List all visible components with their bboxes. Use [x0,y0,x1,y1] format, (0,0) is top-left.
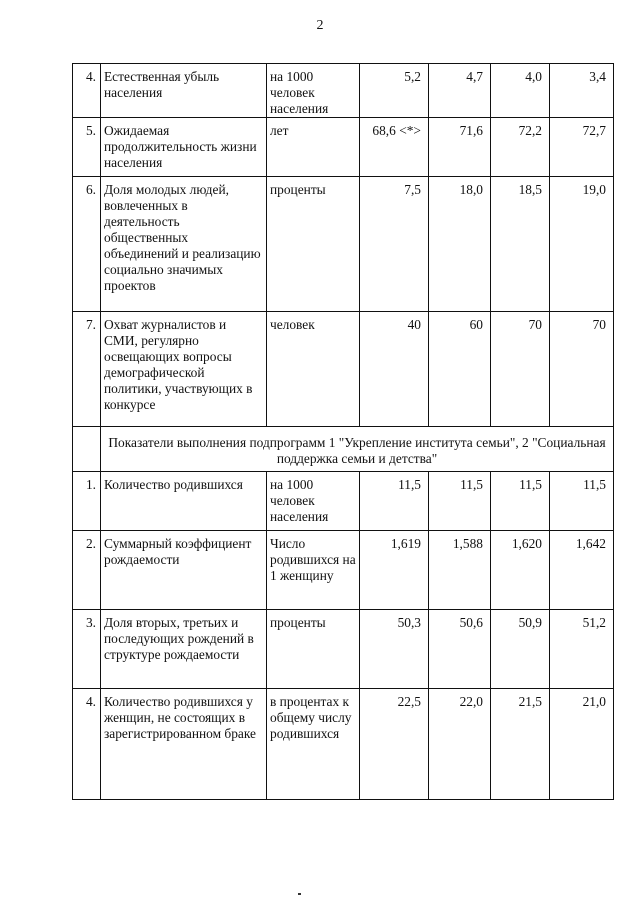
table-row [73,472,614,531]
value-cell: 7,5 [360,177,429,312]
unit-cell: лет [267,118,360,177]
indicator-name: Ожидаемая продолжительность жизни населения [101,118,267,177]
value-cell: 18,5 [491,177,550,312]
unit-cell: человек [267,312,360,427]
empty-cell [73,427,101,472]
indicator-name: Естественная убыль населения [101,64,267,118]
value-cell: 19,0 [550,177,614,312]
row-number: 4. [73,64,101,118]
unit-cell: Число родившихся на 1 женщину [267,531,360,610]
indicator-name: Количество родившихся у женщин, не состоящих в зарегистрированном браке [101,689,267,800]
section-title: Показатели выполнения подпрограмм 1 "Укрепление института семьи", 2 "Социальная поддержка семьи и детства" [101,427,614,472]
scan-mark [298,893,301,895]
value-cell: 72,7 [550,118,614,177]
value-cell: 50,3 [360,610,429,689]
table-row [73,118,614,177]
value-cell: 11,5 [491,472,550,531]
value-cell: 51,2 [550,610,614,689]
value-cell: 11,5 [429,472,491,531]
value-cell: 1,620 [491,531,550,610]
indicator-name: Доля вторых, третьих и последующих рождений в структуре рождаемости [101,610,267,689]
value-cell: 70 [550,312,614,427]
indicator-name: Доля молодых людей, вовлеченных в деятельность общественных объединений и реализацию социально значимых проектов [101,177,267,312]
value-cell: 1,619 [360,531,429,610]
unit-cell: проценты [267,177,360,312]
value-cell: 50,9 [491,610,550,689]
indicator-name: Количество родившихся [101,472,267,531]
value-cell: 50,6 [429,610,491,689]
unit-cell: проценты [267,610,360,689]
unit-cell: на 1000 человек населения [267,64,360,118]
value-cell: 72,2 [491,118,550,177]
table-row [73,689,614,800]
value-cell: 71,6 [429,118,491,177]
value-cell: 4,7 [429,64,491,118]
value-cell: 70 [491,312,550,427]
section-header-row [73,427,614,472]
value-cell: 21,0 [550,689,614,800]
row-number: 7. [73,312,101,427]
row-number: 4. [73,689,101,800]
indicator-name: Охват журналистов и СМИ, регулярно освещающих вопросы демографической политики, участвующих в конкурсе [101,312,267,427]
row-number: 1. [73,472,101,531]
value-cell: 18,0 [429,177,491,312]
value-cell: 21,5 [491,689,550,800]
value-cell: 5,2 [360,64,429,118]
value-cell: 68,6 <*> [360,118,429,177]
table-row [73,312,614,427]
value-cell: 11,5 [360,472,429,531]
table-row [73,64,614,118]
value-cell: 40 [360,312,429,427]
row-number: 2. [73,531,101,610]
unit-cell: на 1000 человек населения [267,472,360,531]
value-cell: 3,4 [550,64,614,118]
value-cell: 22,0 [429,689,491,800]
table-row [73,531,614,610]
row-number: 6. [73,177,101,312]
row-number: 5. [73,118,101,177]
value-cell: 60 [429,312,491,427]
value-cell: 11,5 [550,472,614,531]
value-cell: 1,588 [429,531,491,610]
value-cell: 22,5 [360,689,429,800]
table-row [73,610,614,689]
value-cell: 4,0 [491,64,550,118]
row-number: 3. [73,610,101,689]
table-row [73,177,614,312]
page-number: 2 [316,18,324,33]
indicator-name: Суммарный коэффициент рождаемости [101,531,267,610]
indicators-table [72,63,614,800]
unit-cell: в процентах к общему числу родившихся [267,689,360,800]
value-cell: 1,642 [550,531,614,610]
